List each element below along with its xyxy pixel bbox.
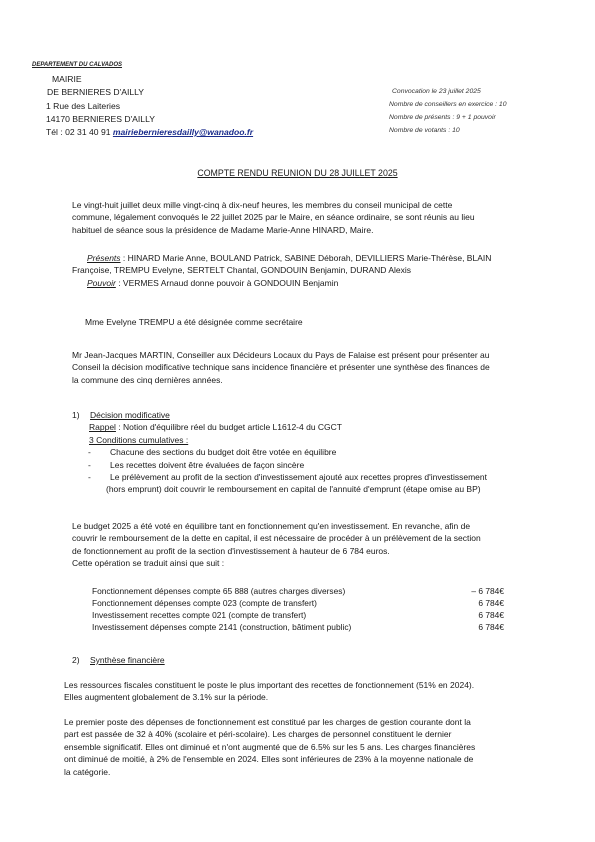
- conditions-list: [86, 446, 555, 483]
- pouvoir-label: Pouvoir: [87, 277, 116, 288]
- list-item: - Le prélèvement au profit de la section d'investissement ajouté aux recettes propres d'investissement: [86, 471, 555, 483]
- bullet-continuation: (hors emprunt) doit couvrir le remboursement en capital de l'annuité d'emprunt (étape omise au BP): [106, 484, 481, 495]
- depenses-paragraph: [64, 716, 555, 778]
- martin-line: Mr Jean-Jacques MARTIN, Conseiller aux Décideurs Locaux du Pays de Falaise est présent pour présenter au: [72, 350, 490, 360]
- presents-names-cont: Françoise, TREMPU Evelyne, SERTELT Chantal, GONDOUIN Benjamin, DURAND Alexis: [72, 265, 412, 276]
- conseillers-count: Nombre de conseillers en exercice : 10: [389, 101, 507, 108]
- ressources-line: Elles augmentent globalement de 3.1% sur la période.: [64, 692, 269, 703]
- intro-line: Le vingt-huit juillet deux mille vingt-cinq à dix-neuf heures, les membres du conseil municipal de cette: [72, 200, 453, 210]
- operation-label: Fonctionnement dépenses compte 65 888 (autres charges diverses): [92, 586, 346, 596]
- operation-amount: 6 784€: [478, 598, 504, 608]
- section-2-number: 2): [72, 655, 80, 665]
- table-row: [92, 621, 504, 633]
- attendance-block: [72, 252, 555, 289]
- list-item: - Les recettes doivent être évaluées de façon sincère: [86, 459, 555, 471]
- convocation-date: Convocation le 23 juillet 2025: [392, 88, 481, 95]
- table-row: [92, 585, 504, 597]
- street-address: 1 Rue des Laiteries: [46, 101, 121, 111]
- rappel-label: Rappel: [89, 422, 116, 433]
- martin-line: la commune des cinq dernières années.: [72, 374, 223, 385]
- operation-label: Investissement dépenses compte 2141 (construction, bâtiment public): [92, 622, 352, 632]
- mairie-label: MAIRIE: [52, 74, 82, 84]
- table-row: [92, 597, 504, 609]
- section-1-heading: [72, 409, 555, 421]
- intro-paragraph: [72, 199, 555, 236]
- depenses-line: Le premier poste des dépenses de fonctionnement est constitué par les charges de gestion courante dont la: [64, 717, 471, 727]
- commune-name: DE BERNIERES D'AILLY: [47, 87, 144, 97]
- department-label: DEPARTEMENT DU CALVADOS: [32, 62, 123, 68]
- section-1-number: 1): [72, 410, 80, 420]
- budget-paragraph: [72, 520, 555, 570]
- postcode-city: 14170 BERNIERES D'AILLY: [46, 114, 155, 124]
- intro-line: commune, légalement convoqués le 22 juillet 2025 par le Maire, en séance ordinaire, se sont réunis au lieu: [72, 212, 475, 223]
- table-row: [92, 609, 504, 621]
- votants-count: Nombre de votants : 10: [389, 127, 460, 134]
- operation-amount: – 6 784€: [471, 586, 504, 596]
- depenses-line: la catégorie.: [64, 766, 111, 777]
- intro-line: habituel de séance sous la présidence de Madame Marie-Anne HINARD, Maire.: [72, 224, 374, 235]
- email-link[interactable]: mairiebernieresdailly@wanadoo.fr: [112, 127, 254, 137]
- section-2-title: Synthèse financière: [90, 655, 165, 665]
- contact-line: [46, 126, 253, 138]
- depenses-line: part est passée de 32 à 40% (scolaire et péri-scolaire). Les charges de personnel constituent le dernier: [64, 729, 452, 740]
- operation-label: Investissement recettes compte 021 (compte de transfert): [92, 610, 307, 620]
- budget-line: de fonctionnement au profit de la section d'investissement à hauteur de 6 784 euros.: [72, 545, 390, 556]
- depenses-line: ont diminué de moitié, à 2% de l'ensemble en 2024. Elles sont inférieures de 23% à la moyenne nationale de: [64, 754, 474, 765]
- section-2-heading: [72, 654, 165, 666]
- section-1: [72, 409, 555, 496]
- martin-line: Conseil la décision modificative technique sans incidence financière et présenter une synthèse des finances de: [72, 362, 490, 373]
- presents-names: : HINARD Marie Anne, BOULAND Patrick, SABINE Déborah, DEVILLIERS Marie-Thérèse, BLAIN: [120, 253, 492, 263]
- rappel-text: : Notion d'équilibre réel du budget article L1612-4 du CGCT: [115, 422, 342, 433]
- operation-label: Fonctionnement dépenses compte 023 (compte de transfert): [92, 598, 317, 608]
- rappel-line: [72, 421, 555, 433]
- secretary-line: Mme Evelyne TREMPU a été désignée comme secrétaire: [85, 317, 303, 327]
- conditions-label: 3 Conditions cumulatives :: [89, 434, 189, 445]
- presents-count: Nombre de présents : 9 + 1 pouvoir: [389, 114, 496, 121]
- budget-line: Le budget 2025 a été voté en équilibre tant en fonctionnement qu'en investissement. En revanche, afin de: [72, 521, 471, 531]
- depenses-line: ensemble significatif. Elles ont diminué et n'ont augmenté que de 6.5% sur les 5 ans. Les charges financières: [64, 741, 476, 752]
- presents-line: [72, 252, 555, 264]
- budget-line: Cette opération se traduit ainsi que suit :: [72, 558, 225, 569]
- phone-number: Tél : 02 31 40 91: [46, 127, 111, 137]
- ressources-line: Les ressources fiscales constituent le poste le plus important des recettes de fonctionnement (51% en 2024).: [64, 680, 475, 690]
- budget-line: couvrir le remboursement de la dette en capital, il est nécessaire de procéder à un prélèvement de la section: [72, 533, 481, 544]
- presents-label: Présents: [87, 253, 121, 263]
- ressources-paragraph: [64, 679, 555, 704]
- page-title: COMPTE RENDU REUNION DU 28 JUILLET 2025: [197, 168, 398, 178]
- pouvoir-line: [72, 277, 555, 289]
- operations-table: [92, 585, 504, 633]
- section-1-title: Décision modificative: [90, 410, 170, 420]
- operation-amount: 6 784€: [478, 610, 504, 620]
- martin-paragraph: [72, 349, 555, 386]
- operation-amount: 6 784€: [478, 622, 504, 632]
- pouvoir-text: : VERMES Arnaud donne pouvoir à GONDOUIN Benjamin: [115, 277, 339, 288]
- list-item: - Chacune des sections du budget doit être votée en équilibre: [86, 446, 555, 458]
